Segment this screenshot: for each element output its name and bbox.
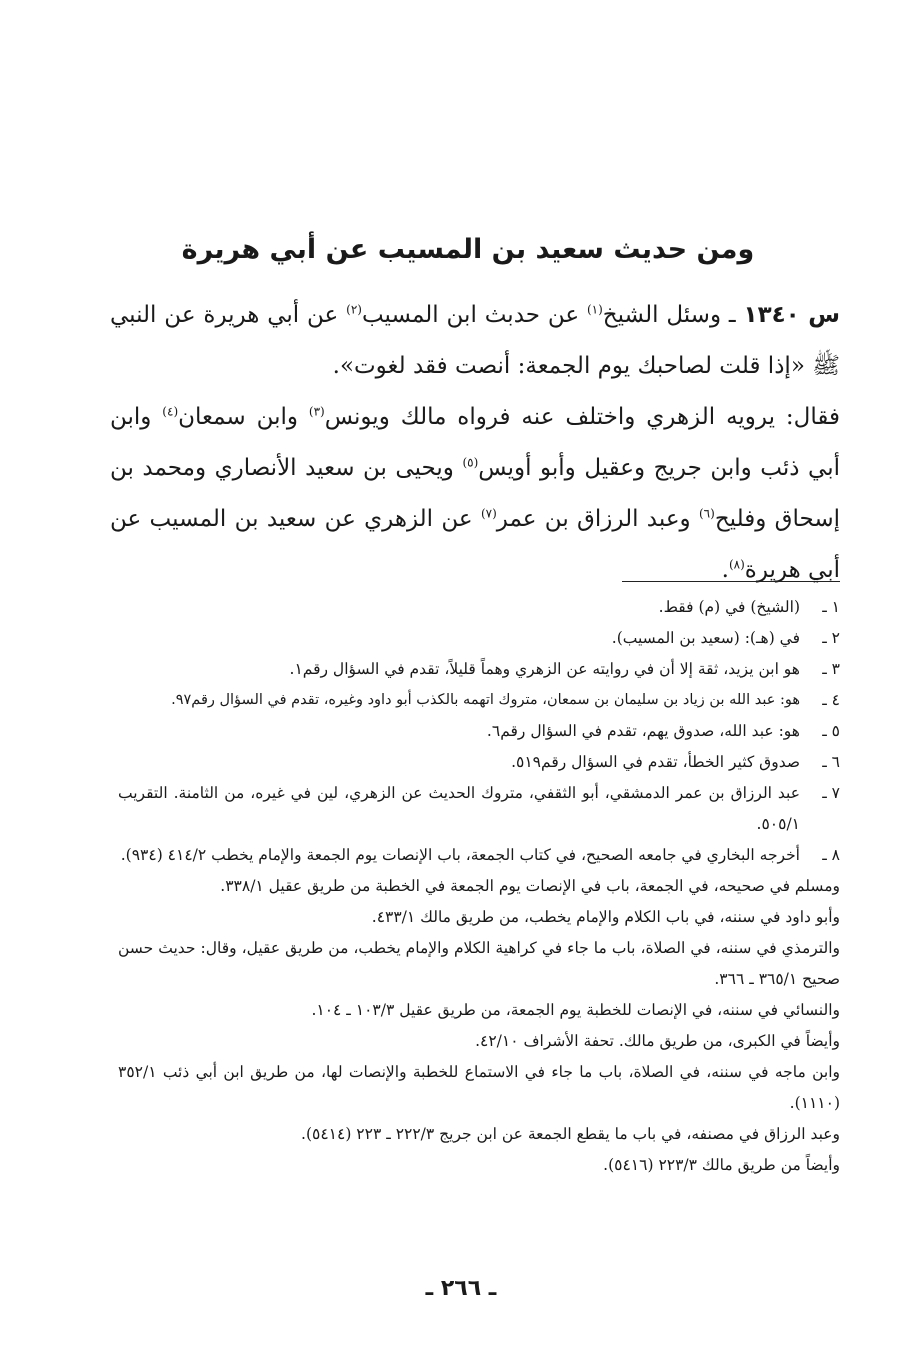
footnote-text: في (هـ): (سعيد بن المسيب). (611, 629, 800, 647)
section-heading: ومن حديث سعيد بن المسيب عن أبي هريرة (181, 234, 755, 265)
footnote-text: هو: عبد الله، صدوق يهم، تقدم في السؤال رقم٦. (486, 722, 800, 740)
footnote-item (118, 778, 840, 840)
footnotes (118, 592, 840, 1181)
question-text-3: عن أبي هريرة عن النبي ﷺ «إذا قلت لصاحبك يوم الجمعة: أنصت فقد لغوت». (110, 302, 840, 379)
answer-text-7: . (721, 557, 729, 583)
footnote-ref-3: (٣) (308, 404, 325, 419)
main-text (110, 290, 840, 596)
footnote-continuation: ومسلم في صحيحه، في الجمعة، باب في الإنصات يوم الجمعة في الخطبة من طريق عقيل ٣٣٨/١. (220, 877, 840, 895)
footnote-number: ٨ ـ (822, 846, 840, 864)
footnote-item (118, 654, 840, 685)
question-text-2: عن حدبث ابن المسيب (361, 302, 587, 328)
footnote-text: أخرجه البخاري في جامعه الصحيح، في كتاب الجمعة، باب الإنصات يوم الجمعة والإمام يخطب ٤١٤/٢ (٩٣٤). (120, 846, 800, 864)
footnote-item (118, 623, 840, 654)
footnote-text: صدوق كثير الخطأ، تقدم في السؤال رقم٥١٩. (511, 753, 800, 771)
footnote-number: ١ ـ (822, 598, 840, 616)
footnote-number: ٣ ـ (822, 660, 840, 678)
footnote-continuation: وعبد الرزاق في مصنفه، في باب ما يقطع الجمعة عن ابن جريج ٢٢٢/٣ ـ ٢٢٣ (٥٤١٤). (301, 1125, 840, 1143)
footnote-continuation: والنسائي في سننه، في الإنصات للخطبة يوم الجمعة، من طريق عقيل ١٠٣/٣ ـ ١٠٤. (311, 1001, 840, 1019)
answer-text-5: وعبد الرزاق بن عمر (496, 506, 699, 532)
footnote-ref-5: (٥) (462, 455, 479, 470)
footnote-text: هو: عبد الله بن زياد بن سليمان بن سمعان، متروك اتهمه بالكذب أبو داود وغيره، تقدم في السؤال رقم٩٧. (171, 692, 800, 708)
footnote-continuation: والترمذي في سننه، في الصلاة، باب ما جاء في كراهية الكلام والإمام يخطب، من طريق عقيل، وقال: حديث حسن صحيح ٣٦٥/١ ـ ٣٦٦. (118, 939, 840, 988)
answer-text-4: ويحيى بن سعيد الأنصاري ومحمد بن إسحاق وفليح (110, 455, 841, 532)
footnote-continuation: وأيضاً من طريق مالك ٢٢٣/٣ (٥٤١٦). (603, 1156, 840, 1174)
answer-paragraph (110, 392, 840, 596)
footnote-ref-7: (٧) (480, 506, 497, 521)
footnote-ref-1: (١) (586, 302, 603, 317)
footnote-number: ٤ ـ (822, 691, 840, 709)
footnote-number: ٧ ـ (822, 784, 840, 802)
footnote-ref-8: (٨) (728, 557, 745, 572)
footnote-item (118, 747, 840, 778)
footnote-text: عبد الرزاق بن عمر الدمشقي، أبو الثقفي، متروك الحديث عن الزهري، لين في غيره، من الثامنة. التقريب ٥٠٥/١. (118, 784, 800, 833)
footnote-text: (الشيخ) في (م) فقط. (658, 598, 800, 616)
answer-text-2: وابن سمعان (178, 404, 309, 430)
footnote-continuation: وأيضاً في الكبرى، من طريق مالك. تحفة الأشراف ٤٢/١٠. (475, 1032, 840, 1050)
question-number: س ١٣٤٠ (743, 302, 840, 328)
question-dash: ـ (721, 302, 744, 328)
footnote-ref-2: (٢) (346, 302, 362, 317)
question-paragraph (110, 290, 840, 392)
answer-text-1: فقال: يرويه الزهري واختلف عنه فرواه مالك ويونس (324, 404, 840, 430)
question-text-1: وسئل الشيخ (602, 302, 722, 328)
footnote-item (118, 592, 840, 623)
footnote-item (118, 716, 840, 747)
page-number: ـ ٢٦٦ ـ (425, 1276, 497, 1301)
footnote-item (118, 685, 840, 716)
footnote-divider (622, 581, 840, 582)
footnote-text: هو ابن يزيد، ثقة إلا أن في روايته عن الزهري وهماً قليلاً، تقدم في السؤال رقم١. (289, 660, 800, 678)
footnote-ref-4: (٤) (162, 404, 179, 419)
footnote-item (118, 840, 840, 871)
footnote-number: ٥ ـ (822, 722, 840, 740)
footnote-continuation: وابن ماجه في سننه، في الصلاة، باب ما جاء في الاستماع للخطبة والإنصات لها، من طريق ابن أبي ذئب ٣٥٢/١ (١١١٠). (118, 1063, 840, 1112)
footnote-continuation: وأبو داود في سننه، في باب الكلام والإمام يخطب، من طريق مالك ٤٣٣/١. (371, 908, 840, 926)
footnote-number: ٢ ـ (822, 629, 840, 647)
footnote-ref-6: (٦) (698, 506, 715, 521)
footnote-number: ٦ ـ (822, 753, 840, 771)
answer-text-6: عن الزهري عن سعيد بن المسيب عن أبي هريرة (110, 506, 840, 583)
answer-text-3: وابن أبي ذئب وابن جريج وعقيل وأبو أويس (110, 404, 840, 481)
